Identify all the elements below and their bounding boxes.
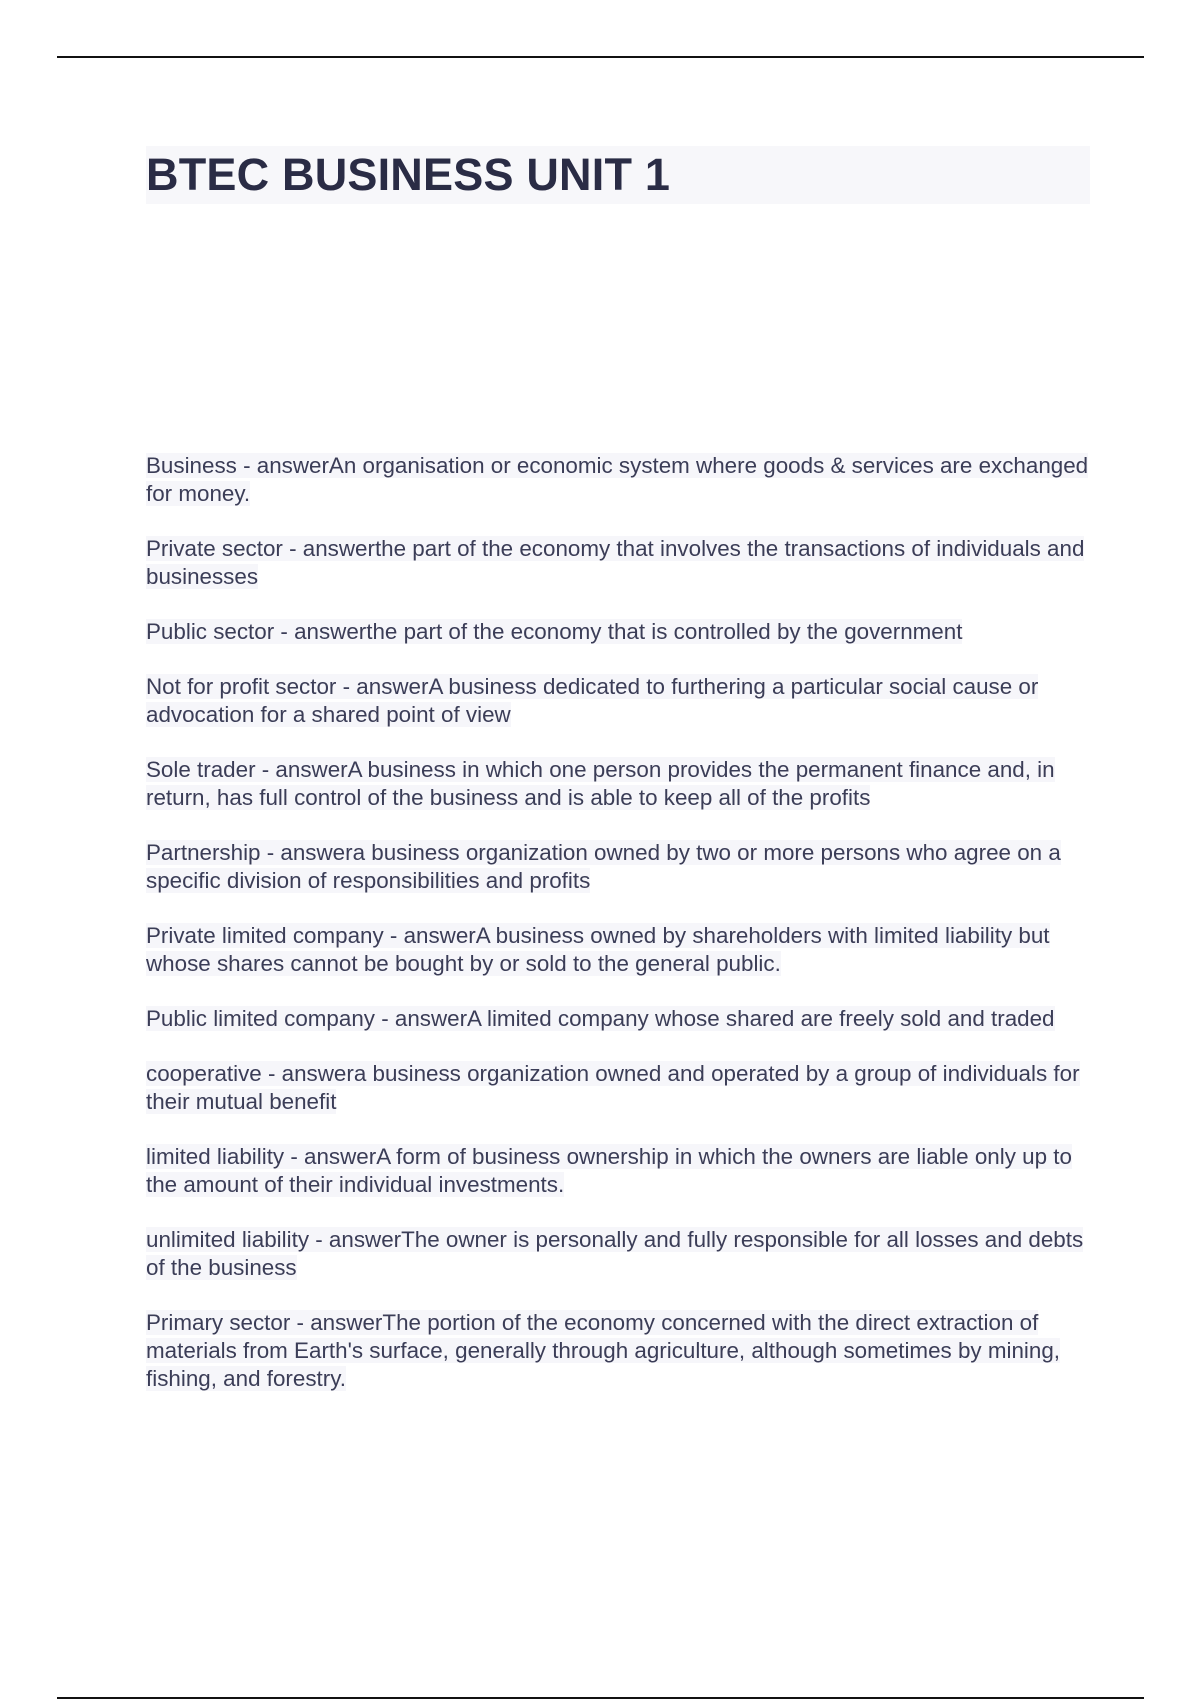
entry-text: unlimited liability - answerThe owner is personally and fully responsible for all losses and debts of the business [146, 1227, 1084, 1280]
entry-text: cooperative - answera business organization owned and operated by a group of individuals for their mutual benefit [146, 1061, 1080, 1114]
entry-text: Private limited company - answerA business owned by shareholders with limited liability but whose shares cannot be bought by or sold to the general public. [146, 923, 1050, 976]
entry-text: Business - answerAn organisation or economic system where goods & services are exchanged for money. [146, 453, 1089, 506]
entry-text: Primary sector - answerThe portion of the economy concerned with the direct extraction of materials from Earth's surface, generally through agriculture, although sometimes by mining, fishing, and forestry. [146, 1310, 1061, 1391]
entry-text: Not for profit sector - answerA business dedicated to furthering a particular social cause or advocation for a shared point of view [146, 674, 1039, 727]
entry-text: Public sector - answerthe part of the economy that is controlled by the government [146, 619, 963, 644]
top-rule [57, 56, 1144, 58]
entry-limited-liability [146, 1143, 1096, 1199]
entry-cooperative [146, 1060, 1096, 1116]
entry-text: Public limited company - answerA limited company whose shared are freely sold and traded [146, 1006, 1055, 1031]
entry-text: Sole trader - answerA business in which one person provides the permanent finance and, in return, has full control of the business and is able to keep all of the profits [146, 757, 1055, 810]
entry-text: limited liability - answerA form of business ownership in which the owners are liable only up to the amount of their individual investments. [146, 1144, 1072, 1197]
entry-text: Partnership - answera business organization owned by two or more persons who agree on a specific division of responsibilities and profits [146, 840, 1061, 893]
entry-not-for-profit-sector [146, 673, 1096, 729]
entry-text: Private sector - answerthe part of the economy that involves the transactions of individuals and businesses [146, 536, 1085, 589]
entry-public-limited-company [146, 1005, 1096, 1033]
entry-sole-trader [146, 756, 1096, 812]
entry-business [146, 452, 1096, 508]
bottom-rule [57, 1697, 1144, 1699]
entry-private-sector [146, 535, 1096, 591]
page-title: BTEC BUSINESS UNIT 1 [146, 149, 671, 200]
entry-private-limited-company [146, 922, 1096, 978]
flashcard-list [146, 452, 1096, 1420]
entry-primary-sector [146, 1309, 1096, 1393]
entry-unlimited-liability [146, 1226, 1096, 1282]
entry-partnership [146, 839, 1096, 895]
entry-public-sector [146, 618, 1096, 646]
